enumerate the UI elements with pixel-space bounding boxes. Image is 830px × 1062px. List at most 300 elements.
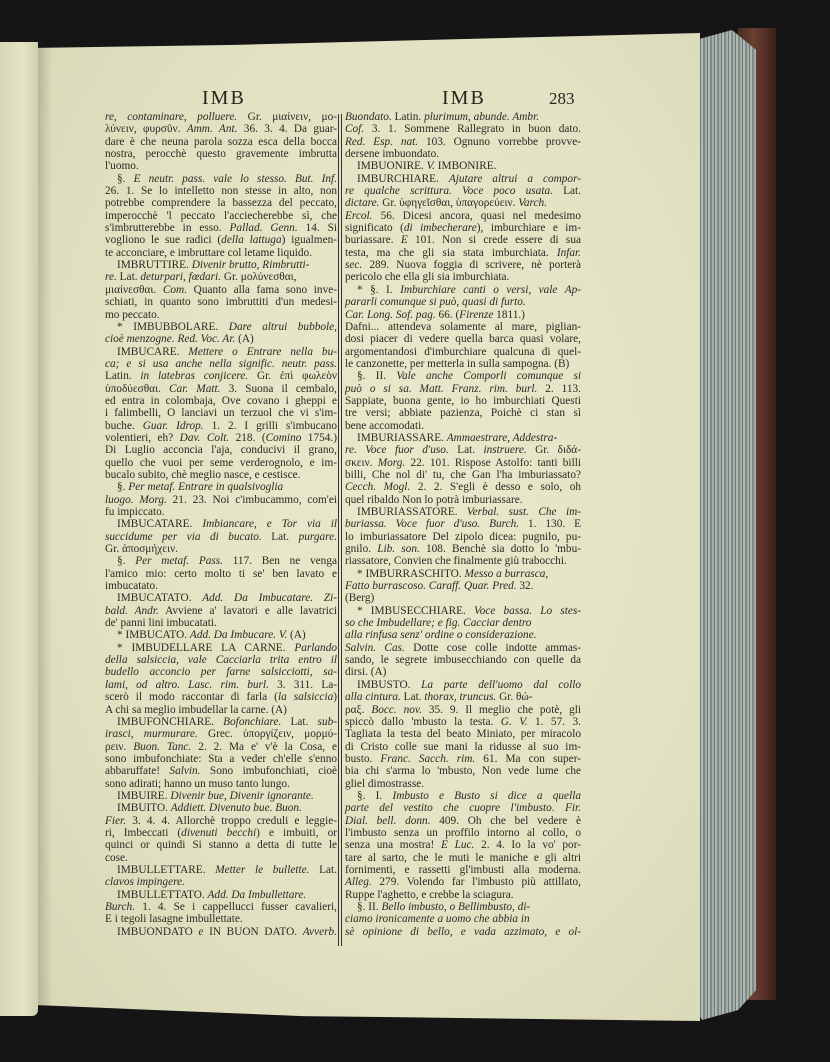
italic-text: re. Voce fuor d'uso. <box>345 444 449 457</box>
text-line <box>105 309 337 321</box>
text-line <box>105 864 337 876</box>
roman-text: 117. Ben ne venga <box>223 555 337 568</box>
roman-text: Lat. <box>116 271 141 284</box>
italic-text: in latebras conjicere. <box>140 370 249 383</box>
italic-text: divenuti becchi <box>181 826 257 839</box>
text-line <box>345 728 581 740</box>
roman-text: vogliono le sue radici ( <box>105 234 222 247</box>
roman-text: mo peccato. <box>105 308 160 321</box>
roman-text: di Cristo colle sue mani la ridusse al suo im- <box>345 740 581 753</box>
roman-text: (Berg) <box>345 592 375 605</box>
text-line <box>345 296 581 308</box>
italic-text: e <box>198 925 204 938</box>
italic-text: cioè menzogne. Red. Voc. Ar. <box>105 333 236 346</box>
text-line <box>105 197 337 209</box>
text-line <box>105 506 337 518</box>
text-line <box>345 358 581 370</box>
italic-text: Cof. <box>345 123 365 136</box>
italic-text: Ammaestrare, Addestra- <box>446 431 558 444</box>
italic-text: Guar. Idrop. <box>142 419 204 432</box>
text-line <box>345 629 581 641</box>
italic-text: Dav. Colt. <box>179 431 230 444</box>
text-line <box>345 284 581 296</box>
italic-text: budello acconcio per farne salsicciotti, sa- <box>105 666 337 679</box>
roman-text: 108. Benchè sia dotto lo 'mbu- <box>419 543 581 556</box>
dictionary-entry <box>345 679 581 790</box>
text-line <box>105 580 337 592</box>
text-line <box>345 494 581 506</box>
roman-text: te acconciare, e imbruttare col letame liquido. <box>105 246 313 259</box>
roman-text: σκειν. <box>345 456 378 469</box>
text-line <box>105 926 337 938</box>
roman-text: 1811.) <box>493 308 525 321</box>
italic-text: La parte dell'uomo dal collo <box>421 678 581 691</box>
dictionary-entry <box>105 926 337 938</box>
text-line <box>345 679 581 691</box>
italic-text: sè opinione di bello, e vada azzimato, e ol- <box>345 925 581 938</box>
dictionary-entry <box>105 259 337 321</box>
roman-text: Di Luglio acconcia l'aja, conducivi il grano, <box>105 444 337 457</box>
text-line <box>105 457 337 469</box>
text-line <box>105 691 337 703</box>
italic-text: Ercol. <box>345 209 373 222</box>
roman-text: 101. Non si crede essere di sua <box>407 234 581 247</box>
text-line <box>345 580 581 592</box>
roman-text: Lat. <box>400 691 425 704</box>
dictionary-entry <box>345 790 581 901</box>
roman-text: Lat. <box>309 863 338 876</box>
roman-text: * IMBUBBOLARE. <box>117 320 229 333</box>
roman-text: bene accomodati. <box>345 419 425 432</box>
italic-text: Cecch. Mogl. <box>345 481 411 494</box>
roman-text: Latin. <box>105 370 141 383</box>
roman-text: fornimenti, e rassetti gl'imbusti alla moderna. <box>345 863 581 876</box>
text-line <box>345 654 581 666</box>
roman-text: 279. Volendo far l'imbusto più attillato, <box>371 876 581 889</box>
italic-text: dictare. <box>345 197 380 210</box>
roman-text: 3. Suona il cembalo, <box>220 382 337 395</box>
roman-text: l'uomo. <box>105 160 139 173</box>
roman-text: * IMBUCATO. <box>117 629 190 642</box>
text-line <box>345 444 581 456</box>
dictionary-entry <box>105 802 337 864</box>
roman-text: tare al sarto, che le muti le maniche e gli altri <box>345 851 581 864</box>
text-line <box>345 185 581 197</box>
italic-text: Mettere o Entrare nella bu- <box>188 345 337 358</box>
roman-text: IMBRUTTIRE. <box>117 259 192 272</box>
italic-text: Salvin. <box>169 765 201 778</box>
text-line <box>105 173 337 185</box>
text-line <box>345 839 581 851</box>
text-line <box>105 346 337 358</box>
text-line <box>345 778 581 790</box>
dictionary-entry <box>105 629 337 641</box>
text-line <box>345 827 581 839</box>
italic-text: Car. Matt. <box>169 382 221 395</box>
roman-text: dersene imbuondato. <box>345 148 440 161</box>
text-line <box>105 247 337 259</box>
italic-text: re, contaminare, polluere. <box>105 111 238 123</box>
roman-text: Avviene a' lavatori e alle lavatrici <box>158 604 337 617</box>
roman-text: testa, ma che gli sia stata imburchiata. <box>345 246 557 259</box>
roman-text: 1. 57. 3. <box>527 715 581 728</box>
italic-text: Imburchiare canti o versi, vale Ap- <box>400 283 582 296</box>
roman-text: volentieri, eh? <box>105 431 180 444</box>
roman-text: significato ( <box>345 222 404 235</box>
italic-text: Per metaf. Entrare in qualsivoglia <box>128 481 284 494</box>
italic-text: clavos impingere. <box>105 876 185 889</box>
roman-text: * IMBUDELLARE LA CARNE. <box>117 641 295 654</box>
roman-text: Gr. θώ- <box>496 691 533 704</box>
roman-text: ραξ. <box>345 703 372 716</box>
roman-text: Lat. <box>281 715 318 728</box>
roman-text: IMBUONDATO <box>117 925 199 938</box>
italic-text: Lib. son. <box>377 543 420 556</box>
roman-text: Quanto alla fama sono inve- <box>187 283 337 296</box>
italic-text: sec. <box>345 259 363 272</box>
text-line <box>345 136 581 148</box>
text-line <box>345 790 581 802</box>
italic-text: Firenze <box>459 308 494 321</box>
italic-text: Ajutare altrui a compor- <box>448 172 582 185</box>
text-line <box>105 827 337 839</box>
roman-text: Gr. ὑφηγεῖσθαι, ὑπαγορεύειν. <box>379 197 519 210</box>
italic-text: Morg. <box>377 456 406 469</box>
text-line <box>105 704 337 716</box>
text-line <box>345 765 581 777</box>
text-line <box>345 901 581 913</box>
roman-text: 21. 23. Noi c'imbucammo, com'ei <box>166 493 337 506</box>
dictionary-entry <box>345 160 581 172</box>
roman-text: quinci or quindi Si stanno a detta di tutte le <box>105 839 337 852</box>
roman-text: ) <box>333 691 337 704</box>
italic-text: Comino <box>265 431 302 444</box>
roman-text: ), imburchiare e im- <box>476 222 581 235</box>
roman-text: Lat. <box>261 530 299 543</box>
roman-text: ) e imbuiti, or <box>256 826 337 839</box>
text-line <box>105 555 337 567</box>
text-line <box>105 284 337 296</box>
dictionary-entry <box>345 506 581 568</box>
text-line <box>345 407 581 419</box>
dictionary-entry <box>105 518 337 555</box>
roman-text: E i tegoli lasagne imbullettate. <box>105 913 243 926</box>
text-line <box>105 234 337 246</box>
text-line <box>345 111 581 123</box>
roman-text: busto. <box>345 752 381 765</box>
text-line <box>105 333 337 345</box>
dictionary-entry <box>105 173 337 259</box>
roman-text: * §. I. <box>357 283 401 296</box>
roman-text: 1754.) <box>301 431 337 444</box>
roman-text: (A) <box>287 629 306 642</box>
text-line <box>345 926 581 938</box>
text-line <box>345 815 581 827</box>
roman-text: 36. 3. 4. Da guar- <box>237 123 337 136</box>
roman-text: ri, Imbeccati ( <box>105 826 182 839</box>
roman-text: sono adirati; hanno un muso tanto lungo. <box>105 777 290 790</box>
roman-text: (A) <box>235 333 254 346</box>
italic-text: Com. <box>162 283 188 296</box>
italic-text: Varch. <box>518 197 548 210</box>
dictionary-entry <box>105 321 337 346</box>
roman-text: Lat. <box>552 185 582 198</box>
italic-text: irasci, murmurare. <box>105 728 198 741</box>
roman-text: IMBUITO. <box>117 802 171 815</box>
text-line <box>105 481 337 493</box>
text-line <box>345 642 581 654</box>
roman-text: IMBUCATATO. <box>117 592 203 605</box>
text-line <box>345 210 581 222</box>
italic-text: Burch. <box>105 901 136 913</box>
italic-text: V. <box>426 160 435 173</box>
italic-text: ca; e si usa anche nella signific. neutr. pass. <box>105 357 337 370</box>
text-line <box>105 383 337 395</box>
italic-text: Avverb. <box>302 925 337 938</box>
roman-text: l'amico mio: certo molto ti se' ben lavato e <box>105 567 337 580</box>
roman-text: sono imbufonchiate: Sta a veder ch'elle s'enno <box>105 752 337 765</box>
italic-text: E neutr. pass. vale lo stesso. But. Inf. <box>133 172 338 185</box>
roman-text: dosi piacer di vedere quella barca quasi volare, <box>345 333 581 346</box>
text-line <box>105 136 337 148</box>
text-line <box>345 432 581 444</box>
roman-text: cose. <box>105 851 128 864</box>
dictionary-entry <box>345 901 581 938</box>
roman-text: ed entra in colombaja, Ove covano i gheppi e <box>105 394 337 407</box>
italic-text: E Luc. <box>441 839 475 852</box>
roman-text: potrebbe comprendere la bassezza del peccato, <box>105 197 337 210</box>
roman-text: IMBUSTO. <box>357 678 422 691</box>
italic-text: luogo. Morg. <box>105 493 167 506</box>
roman-text: 2. 2. S'egli è desso e solo, oh <box>410 481 581 494</box>
roman-text: ) igualmen- <box>281 234 337 247</box>
roman-text: imperocchè 'l peccato l'acciecherebbe sì, che <box>105 209 337 222</box>
roman-text: 2. 4. Io la vo' por- <box>474 839 581 852</box>
roman-text: λύνειν, φυρσῦν. <box>105 123 187 136</box>
running-head-right: IMB <box>442 87 486 109</box>
text-line <box>105 296 337 308</box>
italic-text: Pallad. Genn. <box>229 222 298 235</box>
roman-text: tre versi; abbiate pazienza, Poichè ci stan sì <box>345 407 581 420</box>
roman-text: abbaruffate! <box>105 765 170 778</box>
text-line <box>345 716 581 728</box>
italic-text: Car. Long. Sof. pag. <box>345 308 436 321</box>
roman-text: le canzonette, per metterla in sulla sampogna. (B) <box>345 357 570 370</box>
roman-text: i falimbelli, O lanciavi un terzuol che vi s'im- <box>105 407 337 420</box>
italic-text: Salvin. Cas. <box>345 641 405 654</box>
roman-text: §. I. <box>357 789 393 802</box>
text-line <box>345 506 581 518</box>
roman-text: 3. 311. La- <box>268 678 337 691</box>
text-line <box>105 321 337 333</box>
italic-text: G. V. <box>500 715 528 728</box>
text-line <box>105 815 337 827</box>
roman-text: §. <box>117 481 129 494</box>
text-line <box>105 444 337 456</box>
text-line <box>105 160 337 172</box>
italic-text: deturpari, fœdari. <box>140 271 222 284</box>
roman-text: de' panni lini imbucatati. <box>105 617 217 630</box>
roman-text: bucalo subito, chè meglio nasce, e cestisce. <box>105 468 301 481</box>
roman-text: spiccò dallo 'mbusto la testa. <box>345 715 501 728</box>
roman-text: senza una mostra! <box>345 839 441 852</box>
text-line <box>345 555 581 567</box>
roman-text: buriassare. <box>345 234 401 247</box>
text-line <box>105 728 337 740</box>
italic-text: ciamo ironicamente a uomo che abbia in <box>345 913 530 926</box>
text-line <box>345 222 581 234</box>
text-line <box>105 259 337 271</box>
roman-text: Tagliata la testa del beato Miniato, per miracolo <box>345 728 581 741</box>
text-line <box>345 395 581 407</box>
text-line <box>105 629 337 641</box>
italic-text: Imbiancare, e Tor via il <box>202 518 337 531</box>
text-line <box>105 901 337 913</box>
text-line <box>345 889 581 901</box>
text-line <box>105 432 337 444</box>
roman-text: ὑποδύεσθαι. <box>105 382 170 395</box>
text-line <box>345 876 581 888</box>
text-line <box>345 271 581 283</box>
page-number: 283 <box>549 89 575 108</box>
text-line <box>105 605 337 617</box>
italic-text: lami, od altro. Lasc. rim. burl. <box>105 678 269 691</box>
text-line <box>105 802 337 814</box>
text-line <box>105 568 337 580</box>
roman-text: 32. <box>516 580 534 593</box>
text-line <box>105 222 337 234</box>
roman-text: buche. <box>105 419 143 432</box>
dictionary-entry <box>105 889 337 926</box>
text-line <box>105 407 337 419</box>
roman-text: 56. Dicesi ancora, quasi nel medesimo <box>372 209 581 222</box>
roman-text: IMBUCARE. <box>117 345 189 358</box>
italic-text: della lattuga <box>221 234 282 247</box>
text-line <box>105 370 337 382</box>
text-line <box>345 691 581 703</box>
dictionary-entry <box>105 642 337 716</box>
text-line <box>105 679 337 691</box>
roman-text: IMBURIASSATORE. <box>357 506 467 518</box>
roman-text: 289. Nuova foggia di scrivere, nè porterà <box>362 259 581 272</box>
italic-text: Bocc. nov. <box>371 703 422 716</box>
text-line <box>345 370 581 382</box>
italic-text: parte del vestito che cuopre l'imbusto. Fir. <box>345 802 581 815</box>
italic-text: Bofonchiare. <box>223 715 282 728</box>
italic-text: Buondato. <box>345 111 392 123</box>
text-line <box>105 778 337 790</box>
text-line <box>345 148 581 160</box>
roman-text: sando, le segrete imbusecchiando con quelle da <box>345 654 581 667</box>
roman-text: scerò il modo raccontar di farla ( <box>105 691 278 704</box>
italic-text: Add. Da Imbucare. V. <box>189 629 288 642</box>
roman-text: 2. 113. <box>537 382 581 395</box>
dictionary-entry <box>105 864 337 889</box>
text-line <box>345 592 581 604</box>
italic-text: Buon. Tanc. <box>133 740 192 753</box>
text-line <box>345 123 581 135</box>
roman-text: 61. Ma con super- <box>475 752 581 765</box>
dictionary-entry <box>345 370 581 432</box>
column-rule <box>338 114 342 946</box>
text-line <box>105 913 337 925</box>
dictionary-entry <box>105 111 337 173</box>
dictionary-entry <box>105 592 337 629</box>
italic-text: Fier. <box>105 814 127 827</box>
dictionary-entry <box>345 432 581 506</box>
text-line <box>105 852 337 864</box>
roman-text: Lat. <box>448 444 484 457</box>
roman-text: 3. 4. 4. Allorchè troppo creduli e leggie- <box>126 814 337 827</box>
italic-text: purgare. <box>298 530 337 543</box>
text-line <box>105 790 337 802</box>
italic-text: Franc. Sacch. rim. <box>380 752 476 765</box>
text-line <box>105 666 337 678</box>
roman-text: 3. 1. Sommene Rallegrato in buon dato. <box>364 123 581 136</box>
text-line <box>105 123 337 135</box>
italic-text: Divenir bue, Divenir ignorante. <box>170 789 314 802</box>
roman-text: Sono imbufonchiati, cioè <box>200 765 338 778</box>
roman-text: Gr. ἀποσμήχειν. <box>105 543 178 556</box>
italic-text: la salsiccia <box>277 691 334 704</box>
roman-text: dare è che neuna parola sozza esca della bocca <box>105 135 337 148</box>
roman-text: s'imbrutterebbe in esso. <box>105 222 230 235</box>
text-line <box>345 259 581 271</box>
italic-text: Imbusto e Busto si dice a quella <box>392 789 581 802</box>
italic-text: succidume per via di bucato. <box>105 530 262 543</box>
text-line <box>345 247 581 259</box>
text-line <box>105 148 337 160</box>
roman-text: 409. Oh che bel vedere è <box>430 814 581 827</box>
text-line <box>105 543 337 555</box>
right-column <box>345 111 581 938</box>
roman-text: Sappiate, buona gente, io ho imburchiati Questi <box>345 394 581 407</box>
text-line <box>105 185 337 197</box>
roman-text: quello che vuoi per seme verderognolo, e im- <box>105 456 337 469</box>
italic-text: Add. Da Imbullettare. <box>207 888 307 901</box>
roman-text: Ruppe l'aghetto, e crebbe la sciagura. <box>345 888 514 901</box>
italic-text: Dial. bell. donn. <box>345 814 431 827</box>
roman-text: A chi sa meglio imbudellar la carne. (A) <box>105 703 287 716</box>
text-line <box>345 605 581 617</box>
roman-text: IMBUFONCHIARE. <box>117 715 224 728</box>
roman-text: nostra, perocchè questo gravemente imbrutta <box>105 148 337 161</box>
italic-text: bald. Andr. <box>105 604 159 617</box>
text-line <box>105 210 337 222</box>
text-line <box>105 531 337 543</box>
text-line <box>345 753 581 765</box>
dictionary-entry <box>345 605 581 679</box>
italic-text: buriassa. Voce fuor d'uso. Burch. <box>345 518 520 531</box>
text-line <box>345 160 581 172</box>
roman-text: Grec. ὑποργίζειν, μορμύ- <box>197 728 337 741</box>
dictionary-entry <box>345 111 581 160</box>
roman-text: dirsi. (A) <box>345 666 387 679</box>
roman-text: μιαίνεσθαι. <box>105 283 163 296</box>
text-line <box>345 704 581 716</box>
roman-text: 2. 2. Ma e' v'è la Cosa, e <box>191 740 337 753</box>
italic-text: alla cintura. <box>345 691 401 704</box>
text-line <box>105 358 337 370</box>
dictionary-entry <box>345 173 581 284</box>
roman-text: imbucatato. <box>105 580 159 593</box>
roman-text: * IMBURRASCHITO. <box>357 567 465 580</box>
text-line <box>105 469 337 481</box>
italic-text: Verbal. sust. Che im- <box>466 506 582 518</box>
roman-text: IMBULLETTARE. <box>117 863 216 876</box>
roman-text: §. II. <box>357 901 382 913</box>
roman-text: l'imbusto senza un proffilo intorno al collo, o <box>345 826 581 839</box>
